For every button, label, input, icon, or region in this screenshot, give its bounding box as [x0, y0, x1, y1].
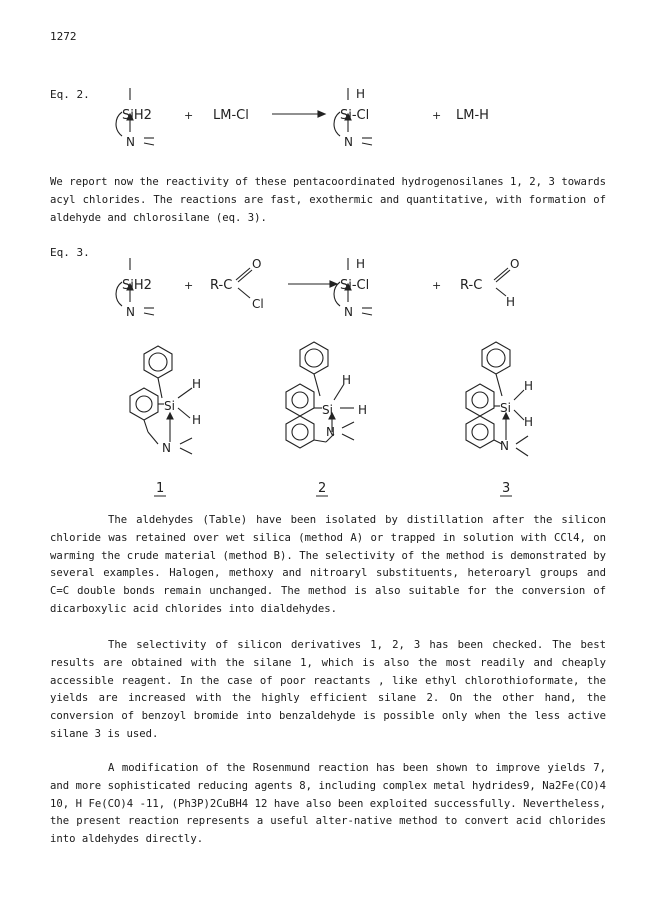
eq2-plus2: + — [432, 109, 442, 122]
structure-2-h2: H — [358, 403, 368, 417]
structure-2-si: Si — [322, 403, 333, 417]
eq2-label: Eq. 2. — [50, 88, 90, 101]
eq3-acyl: R-C — [210, 278, 233, 293]
structure-1-h1: H — [192, 377, 202, 391]
eq3-acyl-cl: Cl — [252, 297, 264, 311]
eq3-product1: Si-Cl — [340, 278, 370, 293]
eq2-reactant: SiH2 — [122, 108, 152, 123]
paragraph-2: The aldehydes (Table) have been isolated by distillation after the silicon chloride was retained over wet silica (method A) or trapped in solution with CCl4, on warming the crude material (method B). The selectivity of the method is demonstrated by several examples. Halogen, methoxy and nitroaryl substituents, heteroaryl groups and C=C double bonds remain unchanged. The method is also suitable for the conversion of dicarboxylic acid chlorides into dialdehydes. — [50, 514, 606, 615]
eq3-plus1: + — [184, 279, 194, 292]
eq3-acyl-o: O — [252, 257, 262, 271]
eq3-aldehyde-o: O — [510, 257, 520, 271]
page-number: 1272 — [50, 30, 77, 43]
eq2-plus1: + — [184, 109, 194, 122]
structure-3-h2: H — [524, 415, 534, 429]
eq2-product-h: H — [356, 87, 366, 101]
eq3-product-h: H — [356, 257, 366, 271]
eq3-aldehyde-h: H — [506, 295, 516, 309]
eq2-reagent: LM-Cl — [213, 108, 249, 123]
structure-2-h1: H — [342, 373, 352, 387]
eq3-n2: N — [344, 305, 353, 319]
paragraph-4: A modification of the Rosenmund reaction has been shown to improve yields 7, and more sophisticated reducing agents 8, including complex metal hydrides9, Na2Fe(CO)4 10, H Fe(CO)4 -11, (Ph3P)2CuBH4 12 have also been exploited successfully. Nevertheless, the present reaction represents a useful alter-native method to convert acid chlorides into aldehydes directly. — [50, 762, 606, 846]
structure-1-si: Si — [164, 399, 175, 413]
eq3-aldehyde: R-C — [460, 278, 483, 293]
structure-1 — [130, 346, 192, 454]
eq2-product2: LM-H — [456, 108, 489, 123]
structure-3-si: Si — [500, 401, 511, 415]
eq3-plus2: + — [432, 279, 442, 292]
structure-3 — [466, 342, 528, 456]
structure-3-h1: H — [524, 379, 534, 393]
eq2-n2: N — [344, 135, 353, 149]
eq3-n1: N — [126, 305, 135, 319]
structure-1-h2: H — [192, 413, 202, 427]
eq2-product1: Si-Cl — [340, 108, 370, 123]
eq3-scheme — [100, 254, 540, 324]
structure-2-label: 2 — [318, 481, 327, 496]
structure-3-n: N — [500, 439, 509, 453]
structure-3-label: 3 — [502, 481, 511, 496]
structure-2 — [286, 342, 354, 448]
silane-structures — [100, 340, 580, 500]
structure-1-label: 1 — [156, 481, 165, 496]
structure-1-n: N — [162, 441, 171, 455]
paragraph-1: We report now the reactivity of these pentacoordinated hydrogenosilanes 1, 2, 3 towards acyl chlorides. The reactions are fast, exothermic and quantitative, with formation of aldehyde and chlorosilane (eq. 3). — [50, 176, 606, 224]
structure-2-n: N — [326, 425, 335, 439]
eq3-label: Eq. 3. — [50, 246, 90, 259]
eq2-scheme — [100, 84, 540, 154]
paragraph-3: The selectivity of silicon derivatives 1, 2, 3 has been checked. The best results are obtained with the silane 1, which is also the most readily and cheaply accessible reagent. In the case of poor reactants , like ethyl chlorothioformate, the yields are increased with the highly efficient silane 2. On the other hand, the conversion of benzoyl bromide into benzaldehyde is possible only when the less active silane 3 is used. — [50, 639, 606, 740]
eq2-n1: N — [126, 135, 135, 149]
eq3-reactant: SiH2 — [122, 278, 152, 293]
